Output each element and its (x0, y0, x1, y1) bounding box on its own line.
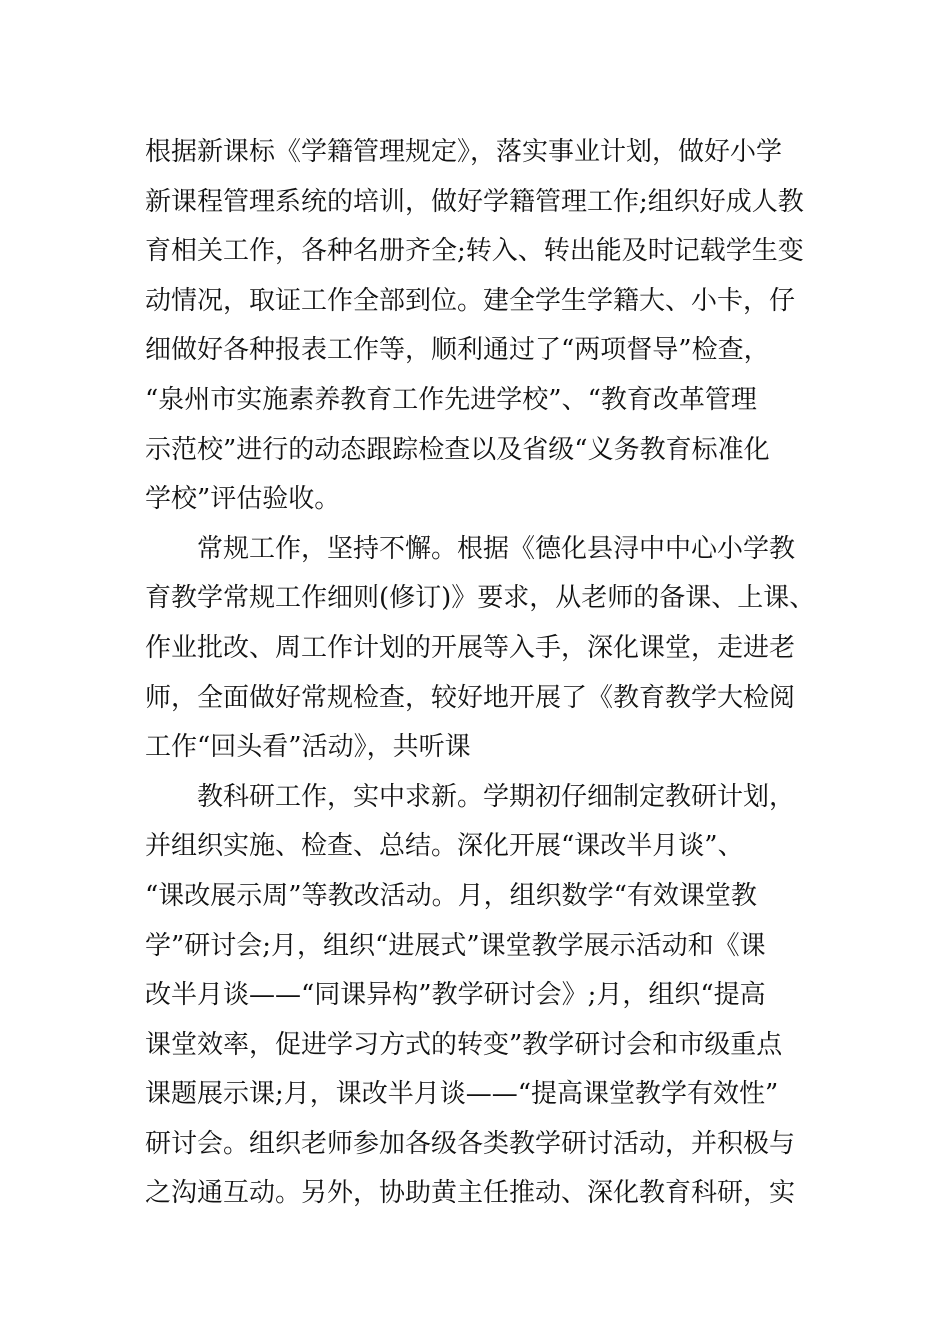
paragraph-3-line-9: 之沟通互动。另外，协助黄主任推动、深化教育科研，实 (145, 1178, 796, 1209)
paragraph-3-line-1: 教科研工作，实中求新。学期初仔细制定教研计划， (197, 781, 796, 812)
document-body (145, 128, 817, 1219)
paragraph-2-line-2: 育教学常规工作细则(修订)》要求，从老师的备课、上课、 (145, 583, 816, 614)
paragraph-3-line-5: 改半月谈——“同课异构”教学研讨会》;月，组织“提高 (145, 980, 766, 1011)
paragraph-1-line-6: “泉州市实施素养教育工作先进学校”、“教育改革管理 (145, 384, 757, 415)
paragraph-2-line-3: 作业批改、周工作计划的开展等入手，深化课堂，走进老 (145, 632, 796, 663)
paragraph-3-line-8: 研讨会。组织老师参加各级各类教学研讨活动，并积极与 (145, 1128, 796, 1159)
paragraph-2-line-1: 常规工作，坚持不懈。根据《德化县浔中中心小学教 (197, 533, 796, 564)
paragraph-2-line-5: 工作“回头看”活动》，共听课 (145, 732, 471, 763)
paragraph-3-line-4: 学”研讨会;月，组织“进展式”课堂教学展示活动和《课 (145, 930, 766, 961)
paragraph-1-line-7: 示范校”进行的动态跟踪检查以及省级“义务教育标准化 (145, 434, 770, 465)
paragraph-1-line-5: 细做好各种报表工作等，顺利通过了“两项督导”检查， (145, 335, 770, 366)
paragraph-1-line-4: 动情况，取证工作全部到位。建全学生学籍大、小卡，仔 (145, 285, 796, 316)
paragraph-3-line-3: “课改展示周”等教改活动。月，组织数学“有效课堂教 (145, 880, 757, 911)
paragraph-3-line-2: 并组织实施、检查、总结。深化开展“课改半月谈”、 (145, 831, 744, 862)
paragraph-2-line-4: 师，全面做好常规检查，较好地开展了《教育教学大检阅 (145, 682, 796, 713)
paragraph-3-line-6: 课堂效率，促进学习方式的转变”教学研讨会和市级重点 (145, 1029, 783, 1060)
paragraph-1-line-3: 育相关工作，各种名册齐全;转入、转出能及时记载学生变 (145, 236, 804, 267)
paragraph-1-line-8: 学校”评估验收。 (145, 484, 341, 515)
paragraph-3-line-7: 课题展示课;月，课改半月谈——“提高课堂教学有效性” (145, 1079, 779, 1110)
paragraph-1-line-1: 根据新课标《学籍管理规定》，落实事业计划，做好小学 (145, 137, 783, 167)
paragraph-1-line-2: 新课程管理系统的培训，做好学籍管理工作;组织好成人教 (145, 186, 804, 217)
